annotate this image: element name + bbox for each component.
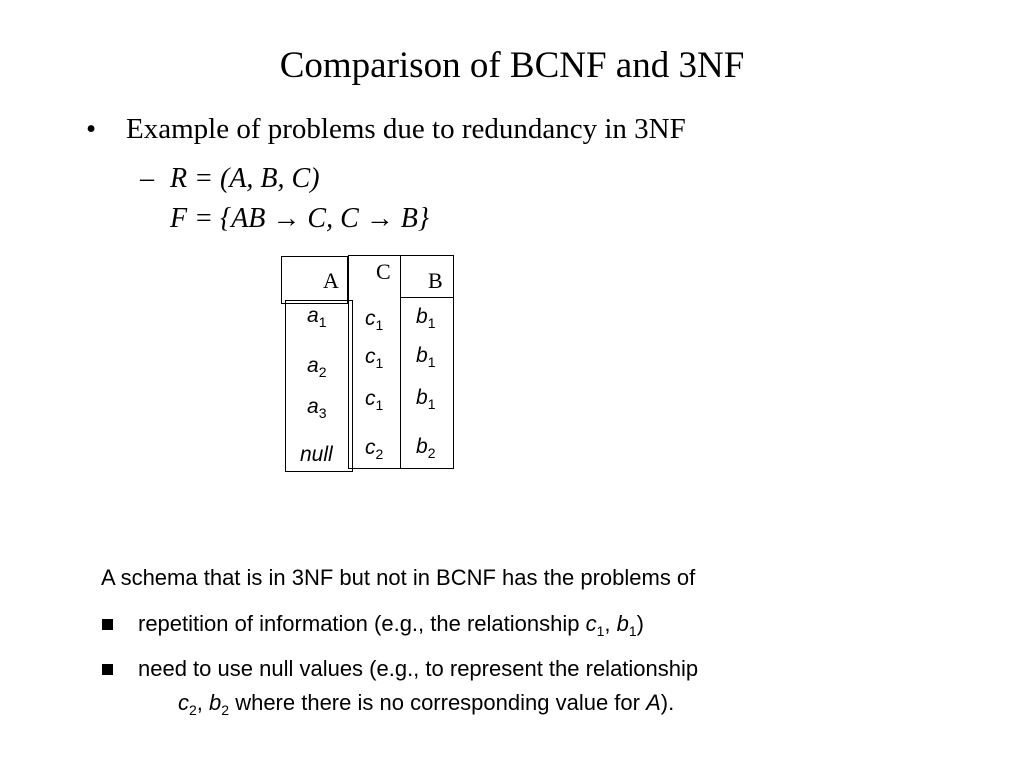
cell-b-1: $b_1$ [416,305,436,331]
cell-a-4: null [300,443,333,466]
explanation-item-2-line-2: $c_2$, $b_2$ where there is no corresponding value for A). [178,690,675,718]
square-bullet-1 [102,619,113,630]
cell-c-1: $c_1$ [365,307,384,333]
bullet-text: Example of problems due to redundancy in 3NF [126,113,686,145]
square-bullet-2 [102,664,113,675]
bullet-marker: • [86,113,97,145]
cell-a-1: $a_1$ [307,304,327,330]
cell-c-4: $c_2$ [365,436,384,462]
cell-b-2: $b_1$ [416,344,436,370]
cell-c-2: $c_1$ [365,345,384,371]
cell-b-3: $b_1$ [416,386,436,412]
explanation-item-1: repetition of information (e.g., the relationship $c_1$, $b_1$) [138,611,644,639]
explanation-intro: A schema that is in 3NF but not in BCNF has the problems of [101,565,696,590]
cell-a-3: $a_3$ [307,395,327,421]
header-divider-b [400,297,454,298]
cell-c-3: $c_1$ [365,387,384,413]
header-a: A [323,268,339,293]
relation-schema: R = (A, B, C) [170,163,320,194]
header-b: B [428,268,443,293]
explanation-item-2-line-1: need to use null values (e.g., to represent the relationship [138,656,699,681]
sub-bullet-marker: – [140,163,154,194]
slide-title: Comparison of BCNF and 3NF [279,45,745,86]
cell-a-2: $a_2$ [307,354,327,380]
cell-b-4: $b_2$ [416,435,436,461]
functional-dependencies: F = {AB → C, C → B} [170,203,430,234]
header-c: C [376,259,391,284]
